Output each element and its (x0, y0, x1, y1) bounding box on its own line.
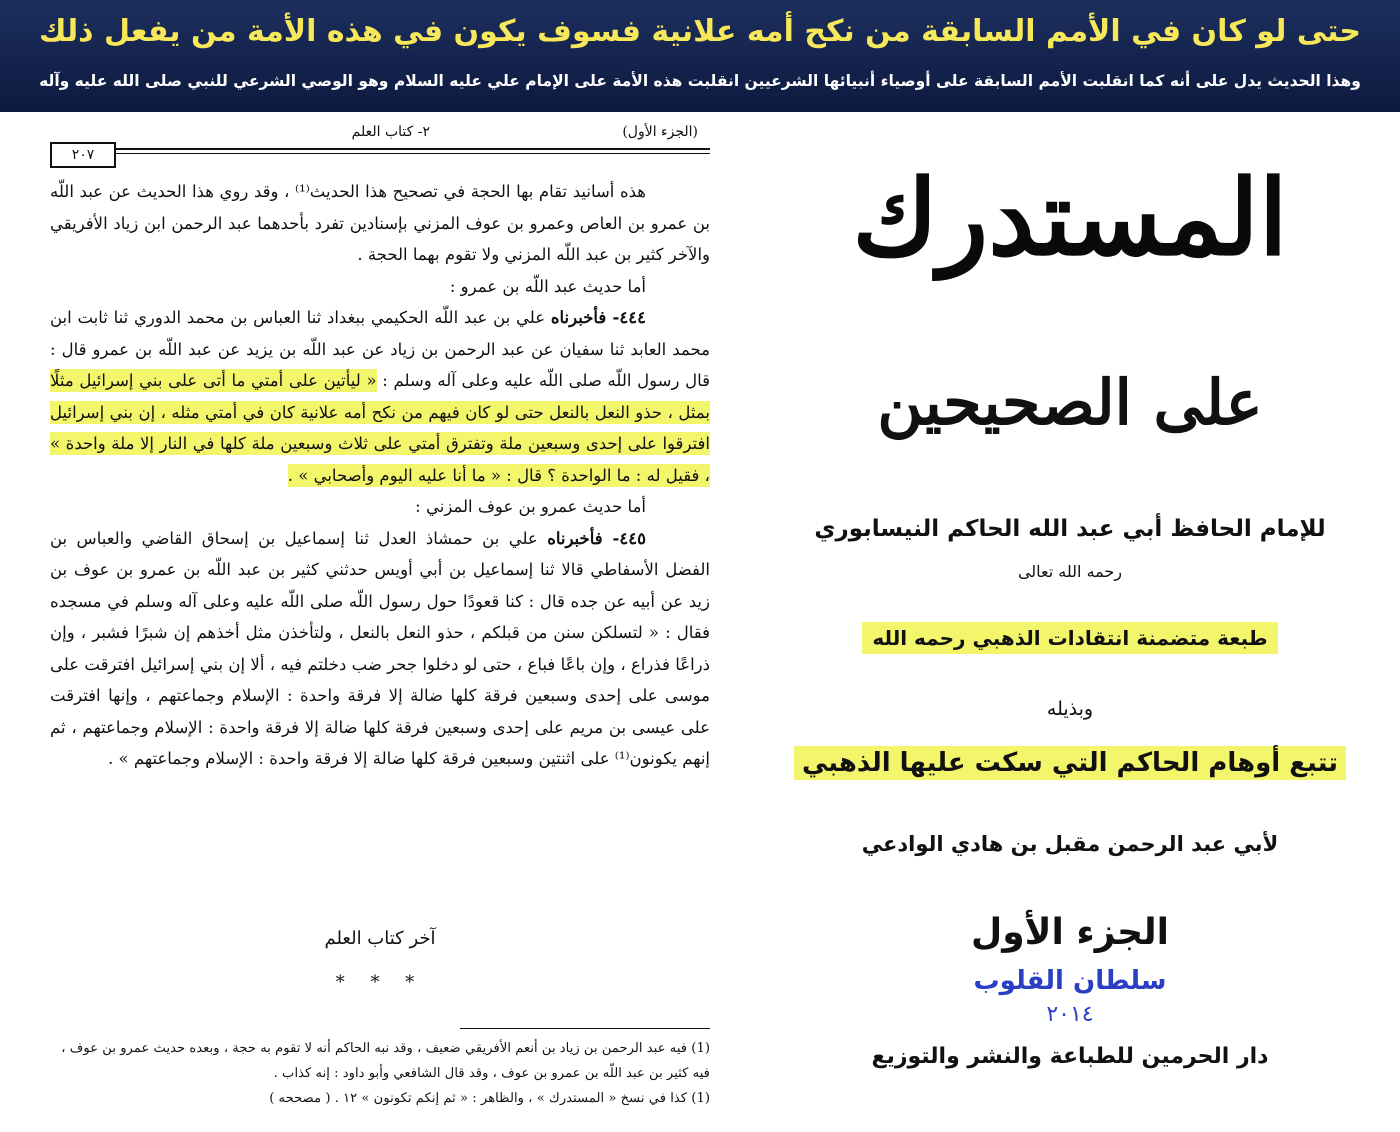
footnote-rule (460, 1028, 710, 1029)
book-cover (740, 116, 1400, 1126)
watermark-name: سلطان القلوب (973, 966, 1167, 996)
header-volume: (الجزء الأول) (622, 124, 698, 140)
cover-publisher: دار الحرمين للطباعة والنشر والتوزيع (871, 1044, 1269, 1069)
hadith-444-highlight: « ليأتين على أمتي ما أتى على بني إسرائيل مثلًا بمثل ، حذو النعل بالنعل حتى لو كان فيهم من نكح أمه علانية كان في أمتي مثله ، إن بني إسرائيل افترقوا على إحدى وسبعين ملة وتفترق أمتي على ثلاث وسبعين ملة كلها في النار إلا ملة واحدة » ، فقيل له : ما الواحدة ؟ قال : « ما أنا عليه اليوم وأصحابي » . (50, 371, 710, 485)
hadith-444 (50, 302, 710, 491)
banner-title: حتى لو كان في الأمم السابقة من نكح أمه علانية فسوف يكون في هذه الأمة من يفعل ذلك (38, 14, 1362, 49)
book-page (50, 116, 710, 1126)
paragraph-intro: هذه أسانيد تقام بها الحجة في تصحيح هذا الحديث⁽¹⁾ ، وقد روي هذا الحديث عن عبد اللّه بن عمرو بن العاص وعمرو بن عوف المزني بإسنادين تفرد بأحدهما عبد الرحمن ابن زياد الأفريقي والآخر كثير بن عبد اللّه المزني ولا تقوم بهما الحجة . (50, 182, 710, 264)
cover-rahimahu: رحمه الله تعالى (1017, 562, 1123, 581)
top-banner (0, 0, 1400, 112)
hadith-445 (50, 523, 710, 775)
page-number: ٢٠٧ (50, 142, 116, 168)
footnote-1: (1) فيه عبد الرحمن بن زياد بن أنعم الأفريقي ضعيف ، وقد نبه الحاكم أنه لا تقوم به حجة ، وبعده حديث عمرو بن عوف ، فيه كثير بن عبد اللّه بن عمرو بن عوف ، وقد قال الشافعي وأبو داود : إنه كذاب . (61, 1041, 710, 1081)
cover-edition (740, 626, 1400, 650)
cover-volume: الجزء الأول (971, 912, 1169, 953)
cover-tatabbu (740, 748, 1400, 778)
cover-wa-bidhaylih: وبذيله (1046, 698, 1094, 720)
watermark-year: ٢٠١٤ (1046, 1002, 1094, 1027)
hadith-445-text: علي بن حمشاذ العدل ثنا إسماعيل بن إسحاق القاضي والعباس بن الفضل الأسفاطي قالا ثنا إسماعيل بن أبي أويس حدثني كثير بن عبد اللّه بن عمرو بن عوف بن زيد عن أبيه عن جده قال : كنا قعودًا حول رسول اللّه صلى اللّه عليه وعلى آله وسلم في مسجده فقال : « لتسلكن سنن من قبلكم ، حذو النعل بالنعل ، ولتأخذن مثل أخذهم إن شبرًا فشبر ، وإن ذراعًا فذراع ، وإن باعًا فباع ، حتى لو دخلوا جحر ضب دخلتم فيه ، ألا إن بني إسرائيل افترقت على موسى على إحدى وسبعين فرقة كلها ضالة إلا فرقة واحدة : الإسلام وجماعتهم ، وإنها افترقت على عيسى بن مريم على إحدى وسبعين فرقة كلها ضالة إلا فرقة واحدة : الإسلام وجماعتهم ، ثم إنهم يكونون⁽¹⁾ على اثنتين وسبعين فرقة كلها ضالة إلا فرقة واحدة : الإسلام وجماعتهم » . (50, 528, 711, 768)
header-rule (114, 148, 710, 150)
header-book: ٢- كتاب العلم (351, 124, 430, 140)
header-rule-thin (114, 153, 710, 154)
heading-abdullah: أما حديث عبد اللّه بن عمرو : (449, 276, 646, 296)
section-stars: * * * (335, 972, 425, 993)
hadith-444-number: ٤٤٤- فأخبرناه (550, 308, 646, 327)
cover-edition-highlight: طبعة متضمنة انتقادات الذهبي رحمه الله (862, 622, 1277, 654)
cover-tatabbu-highlight: تتبع أوهام الحاكم التي سكت عليها الذهبي (794, 746, 1346, 780)
cover-editor: لأبي عبد الرحمن مقبل بن هادي الوادعي (861, 832, 1279, 856)
footnote-2: (1) كذا في نسخ « المستدرك » ، والظاهر : « ثم إنكم تكونون » ١٢ . ( مصححه ) (269, 1091, 710, 1106)
heading-amr: أما حديث عمرو بن عوف المزني : (415, 497, 646, 516)
end-of-book-title: آخر كتاب العلم (324, 928, 436, 949)
footnotes (50, 1036, 710, 1111)
page-body (50, 176, 710, 775)
banner-subtitle: وهذا الحديث يدل على أنه كما انقلبت الأمم السابقة على أوصياء أنبيائها الشرعيين انقلبت هذه الأمة على الإمام علي عليه السلام وهو الوصي الشرعي للنبي صلى الله عليه وآله (39, 72, 1361, 90)
cover-title: المستدرك (852, 156, 1288, 279)
hadith-444-chain: علي بن عبد اللّه الحكيمي ببغداد ثنا العباس بن محمد الدوري ثنا ثابت ابن محمد العابد ثنا سفيان عن عبد الرحمن بن زياد عن عبد اللّه بن يزيد عن عبد اللّه بن عمرو قال : قال رسول اللّه صلى اللّه عليه وعلى آله وسلم : (50, 308, 711, 390)
cover-subtitle: على الصحيحين (877, 366, 1263, 439)
hadith-445-number: ٤٤٥- فأخبرناه (547, 528, 646, 548)
cover-author: للإمام الحافظ أبي عبد الله الحاكم النيسابوري (814, 516, 1326, 542)
